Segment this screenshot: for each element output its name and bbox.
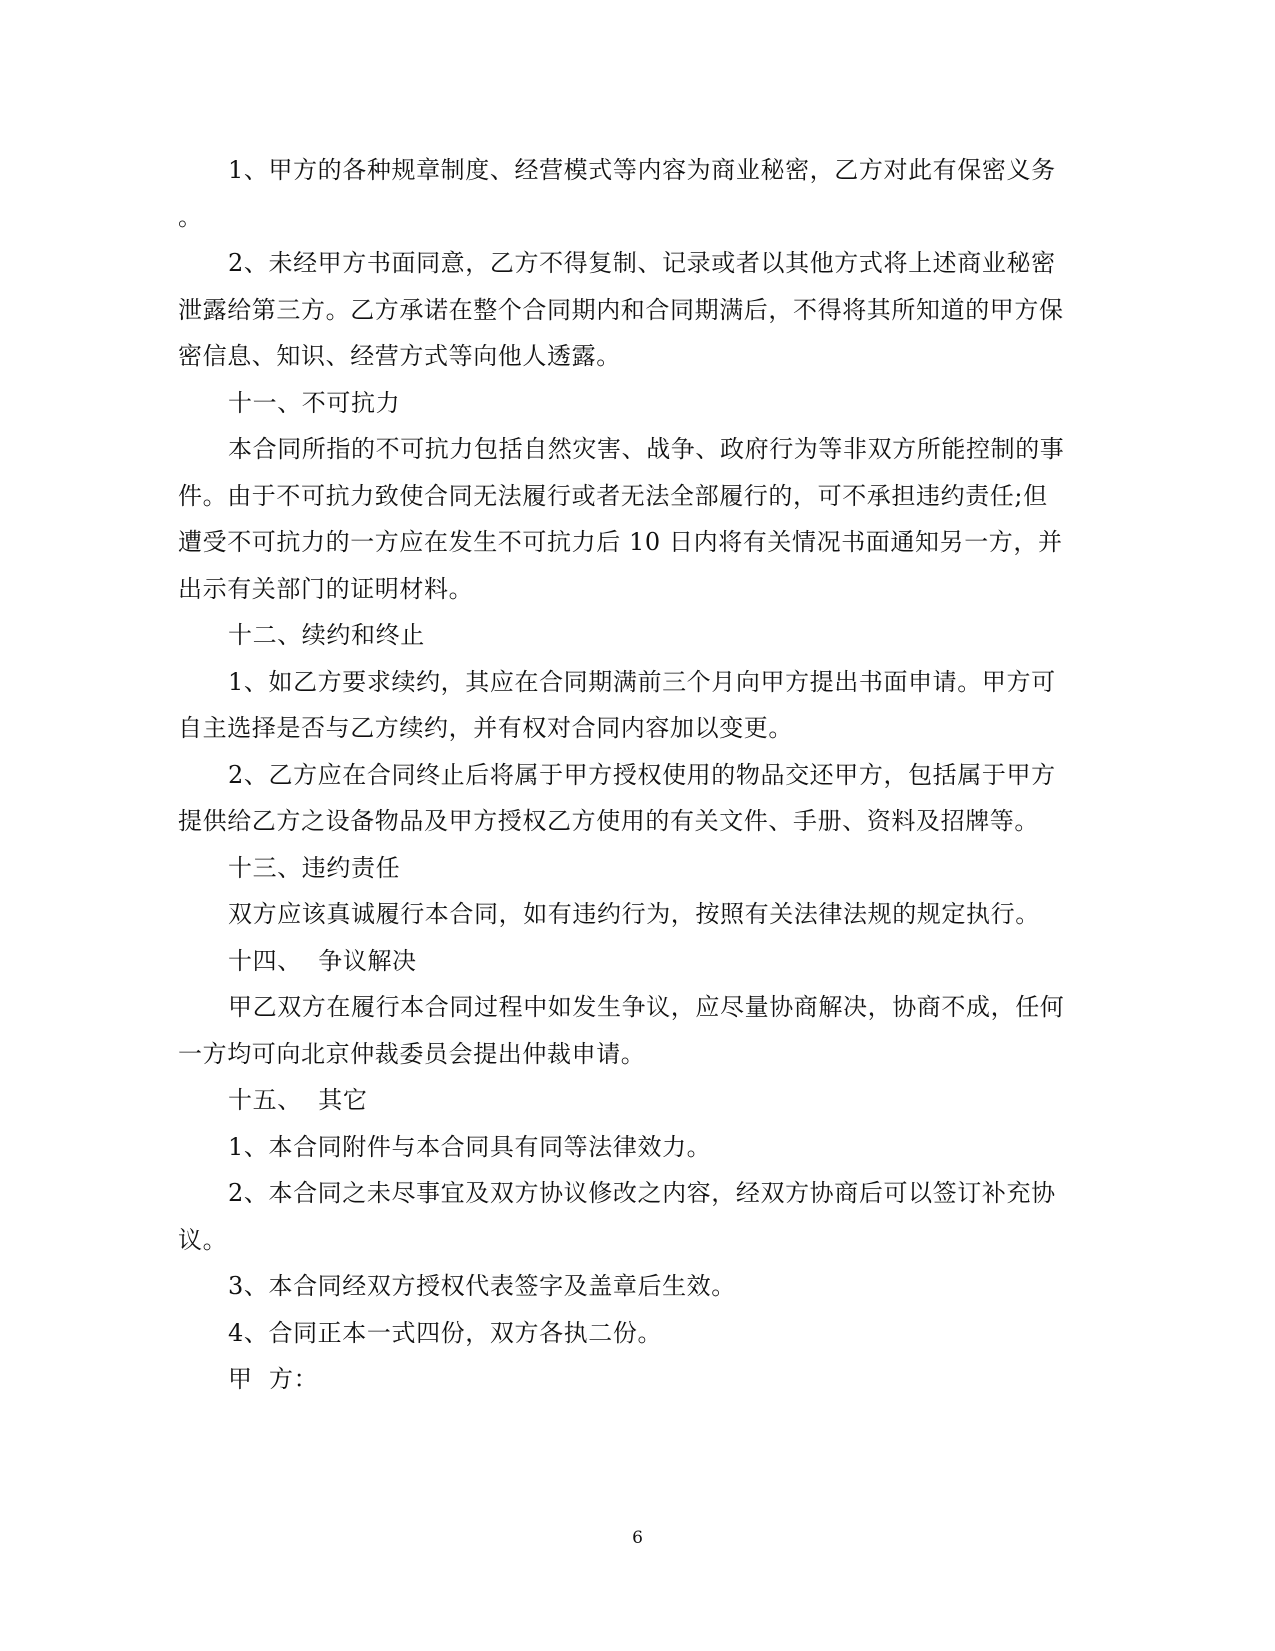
section-heading-15: 十五、 其它 — [228, 1086, 368, 1114]
clause-14-line-1: 甲乙双方在履行本合同过程中如发生争议，应尽量协商解决，协商不成，任何 — [228, 993, 1065, 1021]
clause-10-item-2-line-1: 2、未经甲方书面同意，乙方不得复制、记录或者以其他方式将上述商业秘密 — [228, 249, 1056, 277]
clause-11-line-1: 本合同所指的不可抗力包括自然灾害、战争、政府行为等非双方所能控制的事 — [228, 435, 1065, 463]
clause-10-item-2-line-3: 密信息、知识、经营方式等向他人透露。 — [178, 342, 621, 370]
section-heading-14: 十四、 争议解决 — [228, 947, 417, 975]
clause-13-line-1: 双方应该真诚履行本合同，如有违约行为，按照有关法律法规的规定执行。 — [228, 900, 1040, 928]
clause-10-item-2-line-2: 泄露给第三方。乙方承诺在整个合同期内和合同期满后，不得将其所知道的甲方保 — [178, 296, 1064, 324]
clause-15-item-1: 1、本合同附件与本合同具有同等法律效力。 — [228, 1133, 712, 1161]
clause-10-item-1-line-2: 。 — [178, 203, 203, 231]
clause-12-item-1-line-1: 1、如乙方要求续约，其应在合同期满前三个月向甲方提出书面申请。甲方可 — [228, 668, 1056, 696]
clause-14-line-2: 一方均可向北京仲裁委员会提出仲裁申请。 — [178, 1040, 646, 1068]
clause-15-item-2-line-1: 2、本合同之未尽事宜及双方协议修改之内容，经双方协商后可以签订补充协 — [228, 1179, 1056, 1207]
clause-15-item-4: 4、合同正本一式四份，双方各执二份。 — [228, 1319, 663, 1347]
section-heading-11: 十一、不可抗力 — [228, 389, 401, 417]
clause-12-item-2-line-2: 提供给乙方之设备物品及甲方授权乙方使用的有关文件、手册、资料及招牌等。 — [178, 807, 1039, 835]
section-heading-12: 十二、续约和终止 — [228, 621, 425, 649]
clause-11-line-3: 遭受不可抗力的一方应在发生不可抗力后 10 日内将有关情况书面通知另一方，并 — [178, 528, 1063, 556]
section-heading-13: 十三、违约责任 — [228, 854, 401, 882]
clause-12-item-1-line-2: 自主选择是否与乙方续约，并有权对合同内容加以变更。 — [178, 714, 793, 742]
clause-15-item-3: 3、本合同经双方授权代表签字及盖章后生效。 — [228, 1272, 736, 1300]
clause-11-line-4: 出示有关部门的证明材料。 — [178, 575, 474, 603]
clause-15-item-2-line-2: 议。 — [178, 1226, 228, 1254]
clause-11-line-2: 件。由于不可抗力致使合同无法履行或者无法全部履行的，可不承担违约责任;但 — [178, 482, 1048, 510]
party-a-signature-label: 甲 方： — [228, 1365, 319, 1393]
clause-10-item-1-line-1: 1、甲方的各种规章制度、经营模式等内容为商业秘密，乙方对此有保密义务 — [228, 156, 1056, 184]
clause-12-item-2-line-1: 2、乙方应在合同终止后将属于甲方授权使用的物品交还甲方，包括属于甲方 — [228, 761, 1056, 789]
page-number: 6 — [632, 1528, 643, 1548]
